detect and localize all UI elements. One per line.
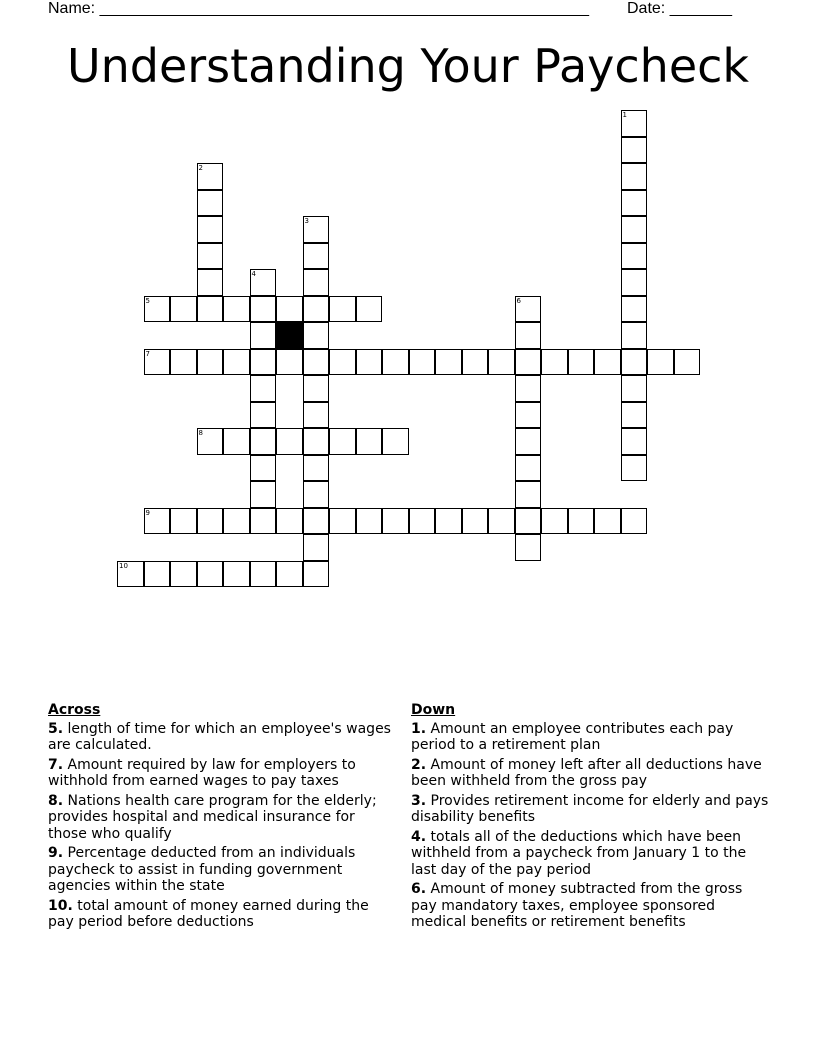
crossword-cell[interactable]	[250, 481, 277, 508]
clue-number-label: 1	[622, 111, 627, 119]
crossword-cell[interactable]	[329, 428, 356, 455]
clue-number-label: 2	[198, 164, 203, 172]
crossword-cell[interactable]	[144, 508, 171, 535]
clue-number: 4.	[411, 828, 427, 845]
crossword-cell[interactable]	[621, 322, 648, 349]
clue-number: 8.	[48, 792, 64, 809]
clue-number: 10.	[48, 897, 73, 914]
crossword-cell[interactable]	[621, 402, 648, 429]
crossword-cell[interactable]	[621, 375, 648, 402]
crossword-cell[interactable]	[276, 296, 303, 323]
crossword-cell[interactable]	[515, 534, 542, 561]
crossword-cell[interactable]	[223, 349, 250, 376]
clue-number: 6.	[411, 881, 427, 897]
crossword-cell[interactable]	[250, 322, 277, 349]
crossword-cell[interactable]	[250, 455, 277, 482]
crossword-cell[interactable]	[621, 110, 648, 137]
clue-item	[48, 845, 393, 895]
crossword-cell[interactable]	[515, 455, 542, 482]
crossword-cell[interactable]	[303, 455, 330, 482]
crossword-cell[interactable]	[356, 296, 383, 323]
crossword-cell[interactable]	[515, 322, 542, 349]
clue-item	[411, 881, 771, 931]
crossword-cell[interactable]	[197, 296, 224, 323]
crossword-cell[interactable]	[329, 349, 356, 376]
crossword-cell[interactable]	[170, 561, 197, 588]
clue-item	[411, 757, 771, 790]
crossword-cell[interactable]	[197, 243, 224, 270]
clue-text: Amount an employee contributes each pay period to a retirement plan	[411, 720, 734, 753]
crossword-cell[interactable]	[621, 428, 648, 455]
crossword-cell[interactable]	[303, 561, 330, 588]
crossword-cell[interactable]	[356, 349, 383, 376]
crossword-cell[interactable]	[621, 455, 648, 482]
crossword-cell[interactable]	[276, 561, 303, 588]
crossword-cell[interactable]	[303, 349, 330, 376]
clue-number-label: 10	[119, 561, 128, 570]
clue-number-label: 7	[145, 349, 150, 358]
name-field-label: Name: _______________________________________________________	[48, 0, 589, 17]
clue-number: 2.	[411, 756, 427, 773]
clue-number-label: 8	[198, 429, 203, 437]
crossword-cell[interactable]	[382, 428, 409, 455]
clue-number: 7.	[48, 756, 64, 773]
crossword-cell[interactable]	[170, 349, 197, 376]
crossword-cell[interactable]	[515, 349, 542, 376]
crossword-cell[interactable]	[488, 349, 515, 376]
crossword-cell[interactable]	[515, 481, 542, 508]
crossword-cell[interactable]	[541, 508, 568, 535]
crossword-cell[interactable]	[303, 296, 330, 323]
crossword-cell[interactable]	[117, 561, 144, 588]
crossword-cell[interactable]	[303, 375, 330, 402]
crossword-cell[interactable]	[197, 561, 224, 588]
crossword-cell[interactable]	[223, 508, 250, 535]
crossword-cell[interactable]	[197, 349, 224, 376]
crossword-cell[interactable]	[594, 349, 621, 376]
crossword-cell[interactable]	[170, 508, 197, 535]
crossword-black-cell	[276, 322, 303, 349]
page-title: Understanding Your Paycheck	[66, 39, 750, 93]
crossword-cell[interactable]	[594, 508, 621, 535]
crossword-cell[interactable]	[329, 296, 356, 323]
crossword-cell[interactable]	[197, 163, 224, 190]
crossword-cell[interactable]	[435, 508, 462, 535]
crossword-cell[interactable]	[197, 428, 224, 455]
crossword-cell[interactable]	[276, 349, 303, 376]
crossword-cell[interactable]	[303, 508, 330, 535]
crossword-cell[interactable]	[621, 269, 648, 296]
crossword-cell[interactable]	[197, 216, 224, 243]
crossword-cell[interactable]	[250, 402, 277, 429]
clue-number-label: 4	[251, 270, 256, 278]
crossword-cell[interactable]	[515, 508, 542, 535]
clue-item	[411, 829, 771, 879]
clue-text: Provides retirement income for elderly and pays disability benefits	[411, 792, 769, 825]
crossword-cell[interactable]	[515, 402, 542, 429]
crossword-cell[interactable]	[303, 428, 330, 455]
clue-item	[48, 898, 393, 931]
clue-item	[48, 793, 393, 843]
crossword-cell[interactable]	[488, 508, 515, 535]
across-heading: Across	[48, 702, 101, 718]
crossword-cell[interactable]	[621, 163, 648, 190]
crossword-cell[interactable]	[568, 508, 595, 535]
crossword-cell[interactable]	[435, 349, 462, 376]
crossword-cell[interactable]	[197, 508, 224, 535]
crossword-cell[interactable]	[303, 534, 330, 561]
crossword-cell[interactable]	[144, 561, 171, 588]
clue-number: 9.	[48, 845, 64, 861]
crossword-cell[interactable]	[144, 349, 171, 376]
crossword-cell[interactable]	[223, 428, 250, 455]
crossword-cell[interactable]	[462, 508, 489, 535]
crossword-cell[interactable]	[197, 190, 224, 217]
clue-number-label: 3	[304, 217, 309, 225]
clue-item	[48, 757, 393, 790]
clue-text: length of time for which an employee's wages are calculated.	[48, 720, 391, 753]
crossword-cell[interactable]	[568, 349, 595, 376]
crossword-cell[interactable]	[541, 349, 568, 376]
crossword-cell[interactable]	[329, 508, 356, 535]
crossword-cell[interactable]	[250, 296, 277, 323]
crossword-cell[interactable]	[356, 428, 383, 455]
crossword-cell[interactable]	[303, 322, 330, 349]
crossword-cell[interactable]	[303, 269, 330, 296]
crossword-cell[interactable]	[382, 508, 409, 535]
clue-number-label: 9	[145, 508, 150, 517]
crossword-cell[interactable]	[250, 428, 277, 455]
clue-text: Percentage deducted from an individuals paycheck to assist in funding government agencies within the state	[48, 845, 356, 894]
clue-number: 1.	[411, 720, 427, 737]
clue-item	[411, 793, 771, 826]
crossword-cell[interactable]	[621, 508, 648, 535]
crossword-cell[interactable]	[276, 508, 303, 535]
crossword-cell[interactable]	[303, 243, 330, 270]
crossword-cell[interactable]	[621, 296, 648, 323]
crossword-cell[interactable]	[515, 296, 542, 323]
crossword-cell[interactable]	[223, 561, 250, 588]
clue-number-label: 6	[516, 296, 521, 305]
crossword-cell[interactable]	[674, 349, 701, 376]
clue-text: Amount of money subtracted from the gross pay mandatory taxes, employee sponsored medical benefits or retirement benefits	[411, 881, 743, 930]
crossword-cell[interactable]	[303, 481, 330, 508]
crossword-cell[interactable]	[621, 349, 648, 376]
crossword-cell[interactable]	[515, 428, 542, 455]
date-field-label: Date: _______	[627, 0, 732, 17]
down-clues	[411, 702, 771, 934]
crossword-cell[interactable]	[197, 269, 224, 296]
crossword-cell[interactable]	[621, 137, 648, 164]
crossword-cell[interactable]	[515, 375, 542, 402]
clue-text: totals all of the deductions which have been withheld from a paycheck from January 1 to the last day of the pay period	[411, 828, 747, 878]
clue-item	[48, 721, 393, 754]
clue-text: Amount of money left after all deductions have been withheld from the gross pay	[411, 756, 762, 789]
clue-text: total amount of money earned during the pay period before deductions	[48, 897, 369, 930]
crossword-cell[interactable]	[250, 349, 277, 376]
crossword-cell[interactable]	[250, 375, 277, 402]
crossword-cell[interactable]	[356, 508, 383, 535]
clue-text: Amount required by law for employers to withhold from earned wages to pay taxes	[48, 756, 356, 789]
clue-number: 5.	[48, 720, 64, 737]
clue-number: 3.	[411, 792, 427, 809]
crossword-cell[interactable]	[250, 561, 277, 588]
down-heading: Down	[411, 702, 456, 718]
crossword-cell[interactable]	[250, 508, 277, 535]
clue-number-label: 5	[145, 296, 150, 305]
crossword-cell[interactable]	[462, 349, 489, 376]
crossword-cell[interactable]	[409, 349, 436, 376]
crossword-cell[interactable]	[382, 349, 409, 376]
crossword-cell[interactable]	[144, 296, 171, 323]
crossword-cell[interactable]	[621, 243, 648, 270]
crossword-cell[interactable]	[223, 296, 250, 323]
crossword-cell[interactable]	[250, 269, 277, 296]
clue-item	[411, 721, 771, 754]
crossword-cell[interactable]	[647, 349, 674, 376]
crossword-cell[interactable]	[621, 190, 648, 217]
clue-text: Nations health care program for the elderly; provides hospital and medical insurance for those who qualify	[48, 792, 377, 842]
crossword-cell[interactable]	[409, 508, 436, 535]
crossword-cell[interactable]	[621, 216, 648, 243]
crossword-cell[interactable]	[303, 402, 330, 429]
crossword-cell[interactable]	[170, 296, 197, 323]
across-clues	[48, 702, 393, 934]
crossword-cell[interactable]	[303, 216, 330, 243]
crossword-cell[interactable]	[276, 428, 303, 455]
